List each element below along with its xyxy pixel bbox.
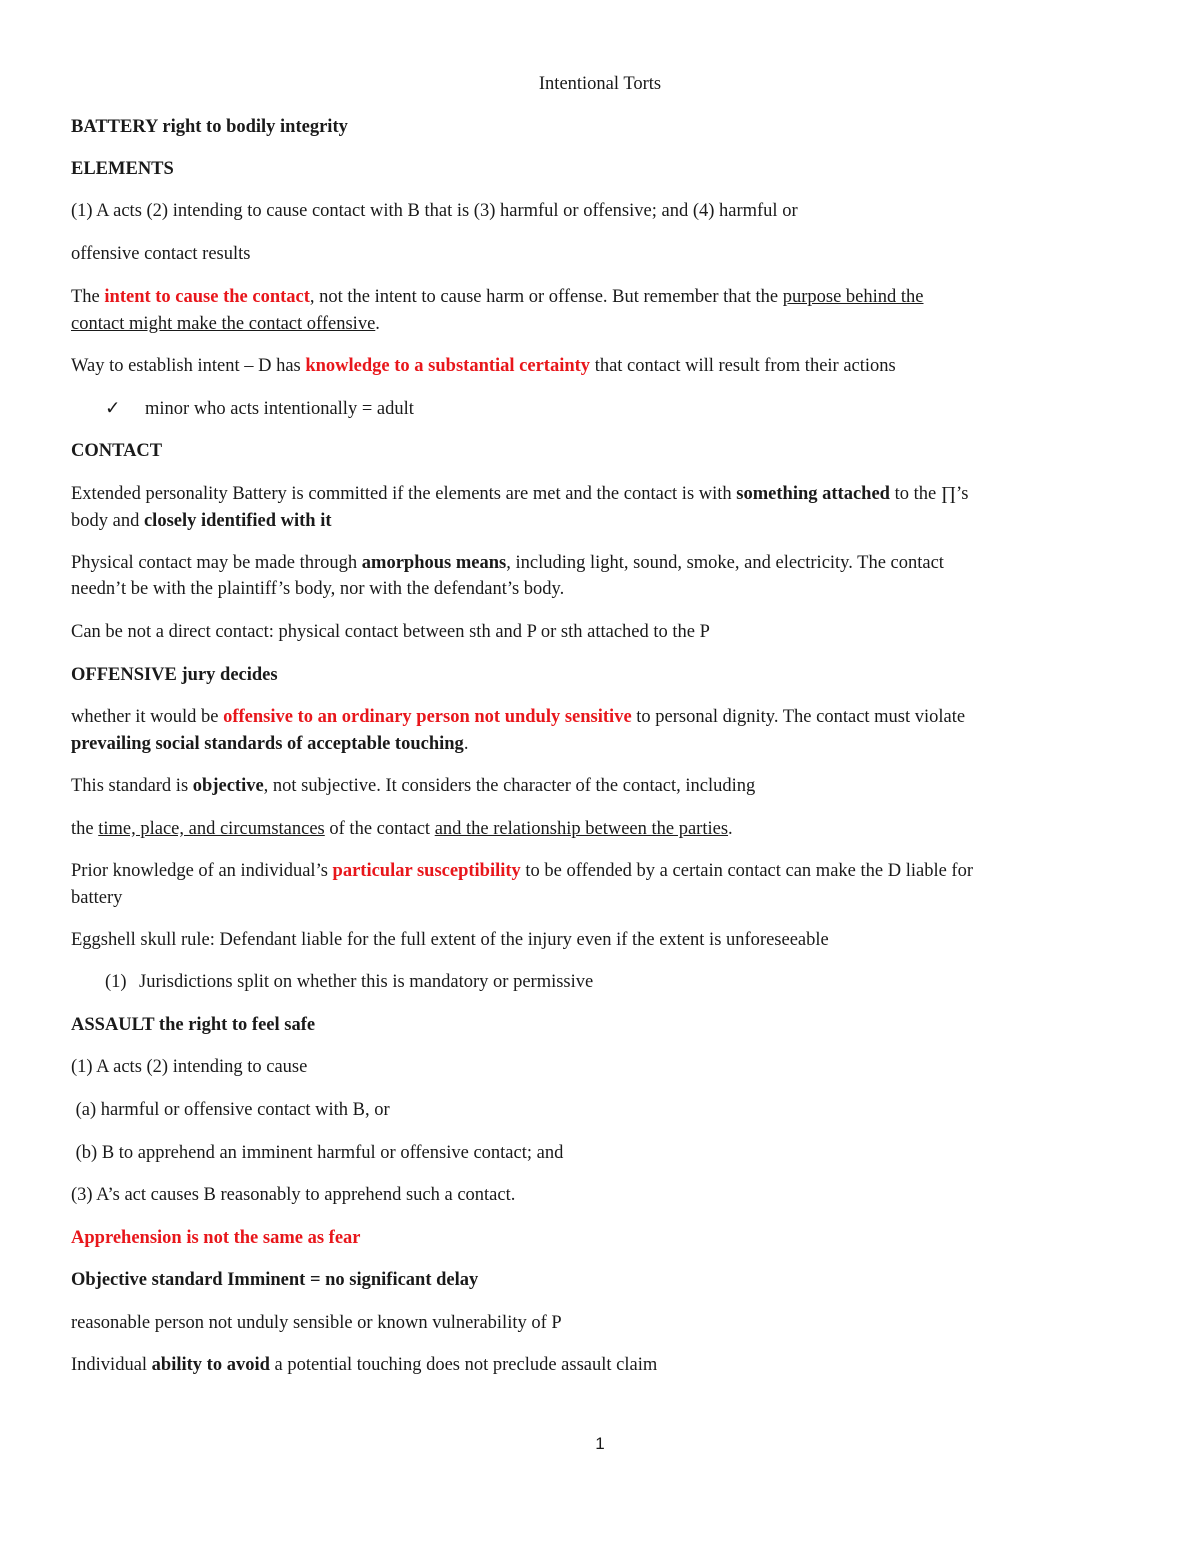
assault-element-a: (a) harmful or offensive contact with B, or (71, 1100, 390, 1120)
checkmark-icon: ✓ (105, 399, 121, 419)
document-title: Intentional Torts (538, 74, 662, 94)
checklist-item: ✓ minor who acts intentionally = adult (105, 396, 1165, 422)
extended-personality-line-2: body and closely identified with it (71, 511, 332, 531)
susceptibility-highlight: particular susceptibility (332, 861, 521, 881)
direct-contact: Can be not a direct contact: physical contact between sth and P or sth attached to the P (71, 622, 710, 642)
assault-element-1: (1) A acts (2) intending to cause (71, 1057, 308, 1077)
reasonable-person: reasonable person not unduly sensible or known vulnerability of P (71, 1313, 562, 1333)
prior-knowledge: Prior knowledge of an individual’s particular susceptibility to be offended by a certain contact can make the D liable for (71, 861, 973, 881)
establish-intent: Way to establish intent – D has knowledge to a substantial certainty that contact will result from their actions (71, 356, 896, 376)
substantial-certainty-highlight: knowledge to a substantial certainty (305, 356, 591, 376)
time-place-circumstances: the time, place, and circumstances of the contact and the relationship between the parties. (71, 819, 733, 839)
ordinary-person-highlight: offensive to an ordinary person not unduly sensitive (223, 707, 632, 727)
offensive-heading: OFFENSIVE jury decides (71, 665, 278, 685)
offensive-standard-line-2: prevailing social standards of acceptable touching. (71, 734, 469, 754)
physical-contact-line-2: needn’t be with the plaintiff’s body, nor with the defendant’s body. (71, 579, 565, 599)
objective-imminent: Objective standard Imminent = no significant delay (71, 1270, 479, 1290)
contact-heading: CONTACT (71, 441, 163, 461)
eggshell-rule: Eggshell skull rule: Defendant liable for the full extent of the injury even if the extent is unforeseeable (71, 930, 829, 950)
ability-to-avoid: Individual ability to avoid a potential touching does not preclude assault claim (71, 1355, 658, 1375)
intent-paragraph: The intent to cause the contact, not the intent to cause harm or offense. But remember that the purpose behind the (71, 287, 924, 307)
page-number: 1 (595, 1434, 605, 1453)
elements-line-2: offensive contact results (71, 244, 251, 264)
prior-knowledge-line-2: battery (71, 888, 123, 908)
intent-paragraph-line-2: contact might make the contact offensive. (71, 314, 380, 334)
offensive-standard: whether it would be offensive to an ordinary person not unduly sensitive to personal dignity. The contact must violate (71, 707, 966, 727)
extended-personality: Extended personality Battery is committed if the elements are met and the contact is with something attached to the ∏’s (71, 484, 969, 504)
apprehension-note: Apprehension is not the same as fear (71, 1228, 361, 1248)
purpose-underline-2: contact might make the contact offensive (71, 314, 376, 334)
battery-heading: BATTERY right to bodily integrity (71, 117, 348, 137)
elements-line-1: (1) A acts (2) intending to cause contact with B that is (3) harmful or offensive; and (4) harmful or (71, 201, 798, 221)
objective-standard: This standard is objective, not subjective. It considers the character of the contact, including (71, 776, 756, 796)
physical-contact: Physical contact may be made through amorphous means, including light, sound, smoke, and electricity. The contact (71, 553, 944, 573)
assault-heading: ASSAULT the right to feel safe (71, 1015, 316, 1035)
assault-element-3: (3) A’s act causes B reasonably to apprehend such a contact. (71, 1185, 516, 1205)
intent-highlight: intent to cause the contact (104, 287, 310, 307)
assault-element-b: (b) B to apprehend an imminent harmful or offensive contact; and (71, 1143, 564, 1163)
jurisdictions-item: (1) Jurisdictions split on whether this is mandatory or permissive (105, 972, 594, 992)
elements-heading: ELEMENTS (71, 159, 174, 179)
purpose-underline-1: purpose behind the (782, 287, 924, 307)
